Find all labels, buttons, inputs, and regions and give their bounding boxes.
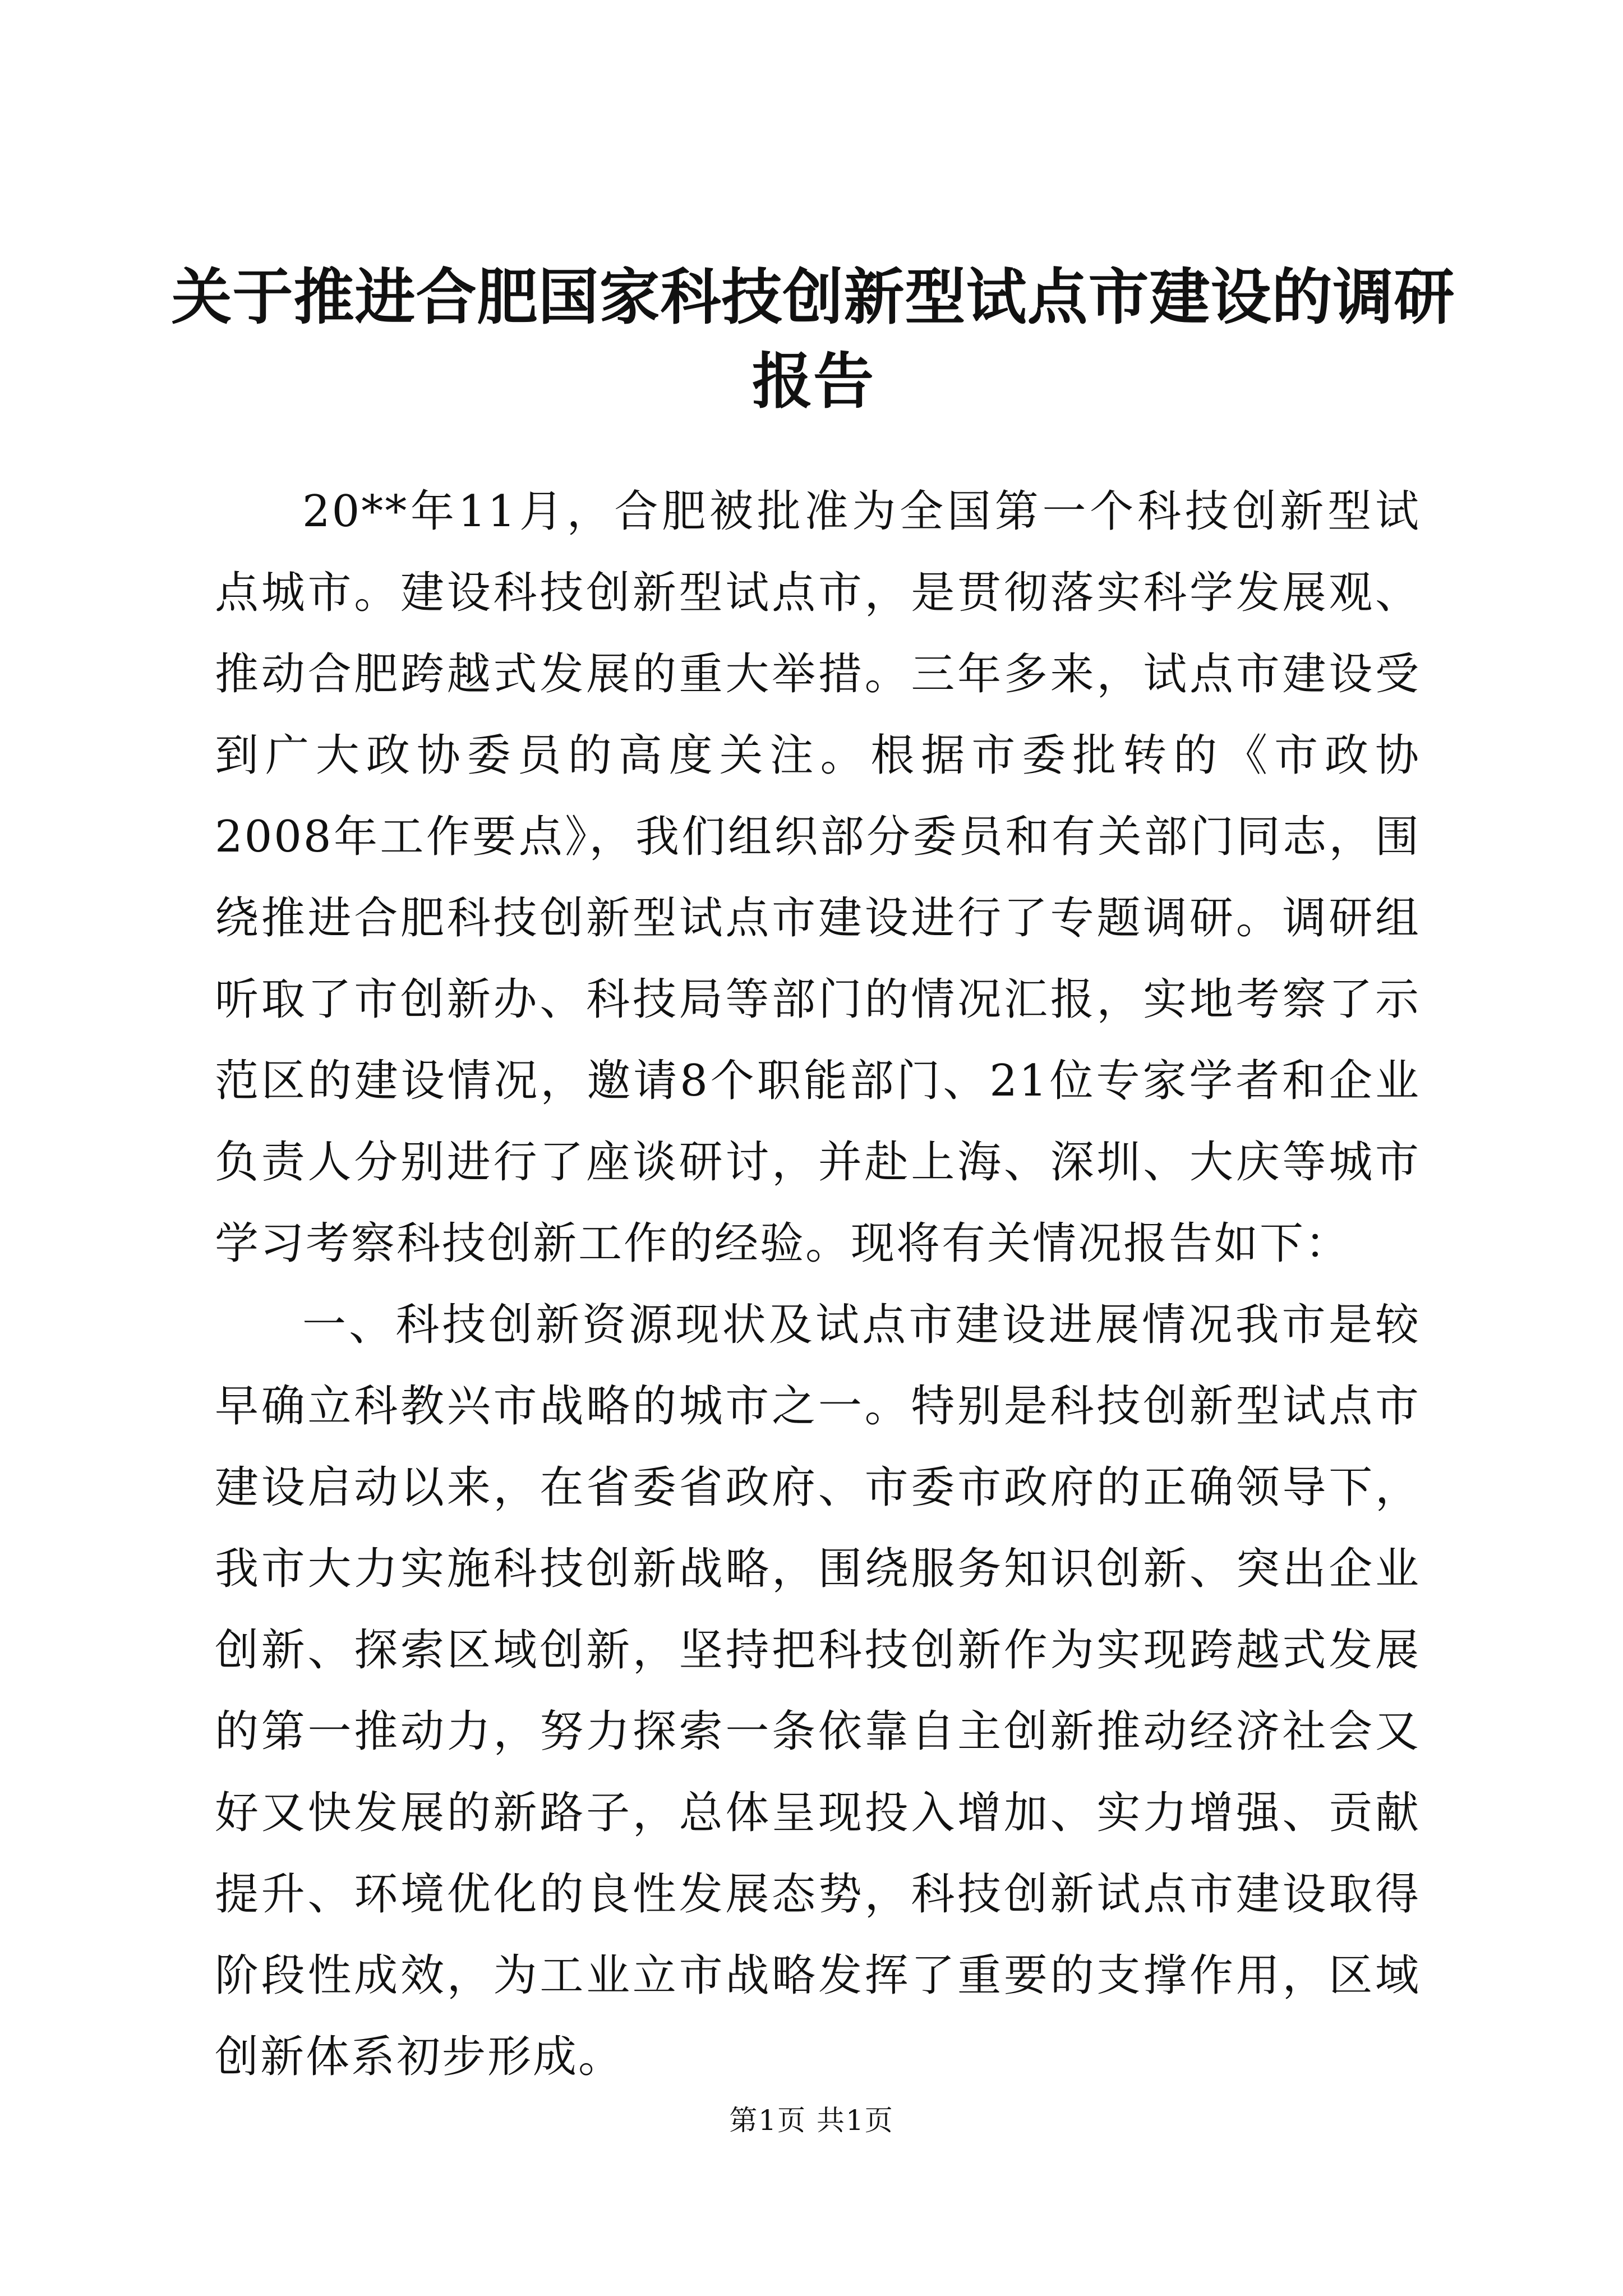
paragraph-intro: 20**年11月，合肥被批准为全国第一个科技创新型试点城市。建设科技创新型试点市，是贯彻落实科学发展观、推动合肥跨越式发展的重大举措。三年多来，试点市建设受到广大政协委员的高度关注。根据市委批转的《市政协2008年工作要点》，我们组织部分委员和有关部门同志，围绕推进合肥科技创新型试点市建设进行了专题调研。调研组听取了市创新办、科技局等部门的情况汇报，实地考察了示范区的建设情况，邀请8个职能部门、21位专家学者和企业负责人分别进行了座谈研讨，并赴上海、深圳、大庆等城市学习考察科技创新工作的经验。现将有关情况报告如下： [215, 486, 1421, 1269]
page-footer: 第1页 共1页 [729, 2104, 894, 2137]
document-body [215, 471, 1421, 2098]
document-title: 关于推进合肥国家科技创新型试点市建设的调研报告 [171, 262, 1455, 417]
paragraph-section-1: 一、科技创新资源现状及试点市建设进展情况我市是较早确立科教兴市战略的城市之一。特别是科技创新型试点市建设启动以来，在省委省政府、市委市政府的正确领导下，我市大力实施科技创新战略，围绕服务知识创新、突出企业创新、探索区域创新，坚持把科技创新作为实现跨越式发展的第一推动力，努力探索一条依靠自主创新推动经济社会又好又快发展的新路子，总体呈现投入增加、实力增强、贡献提升、环境优化的良性发展态势，科技创新试点市建设取得阶段性成效，为工业立市战略发挥了重要的支撑作用，区域创新体系初步形成。 [215, 1300, 1421, 2082]
